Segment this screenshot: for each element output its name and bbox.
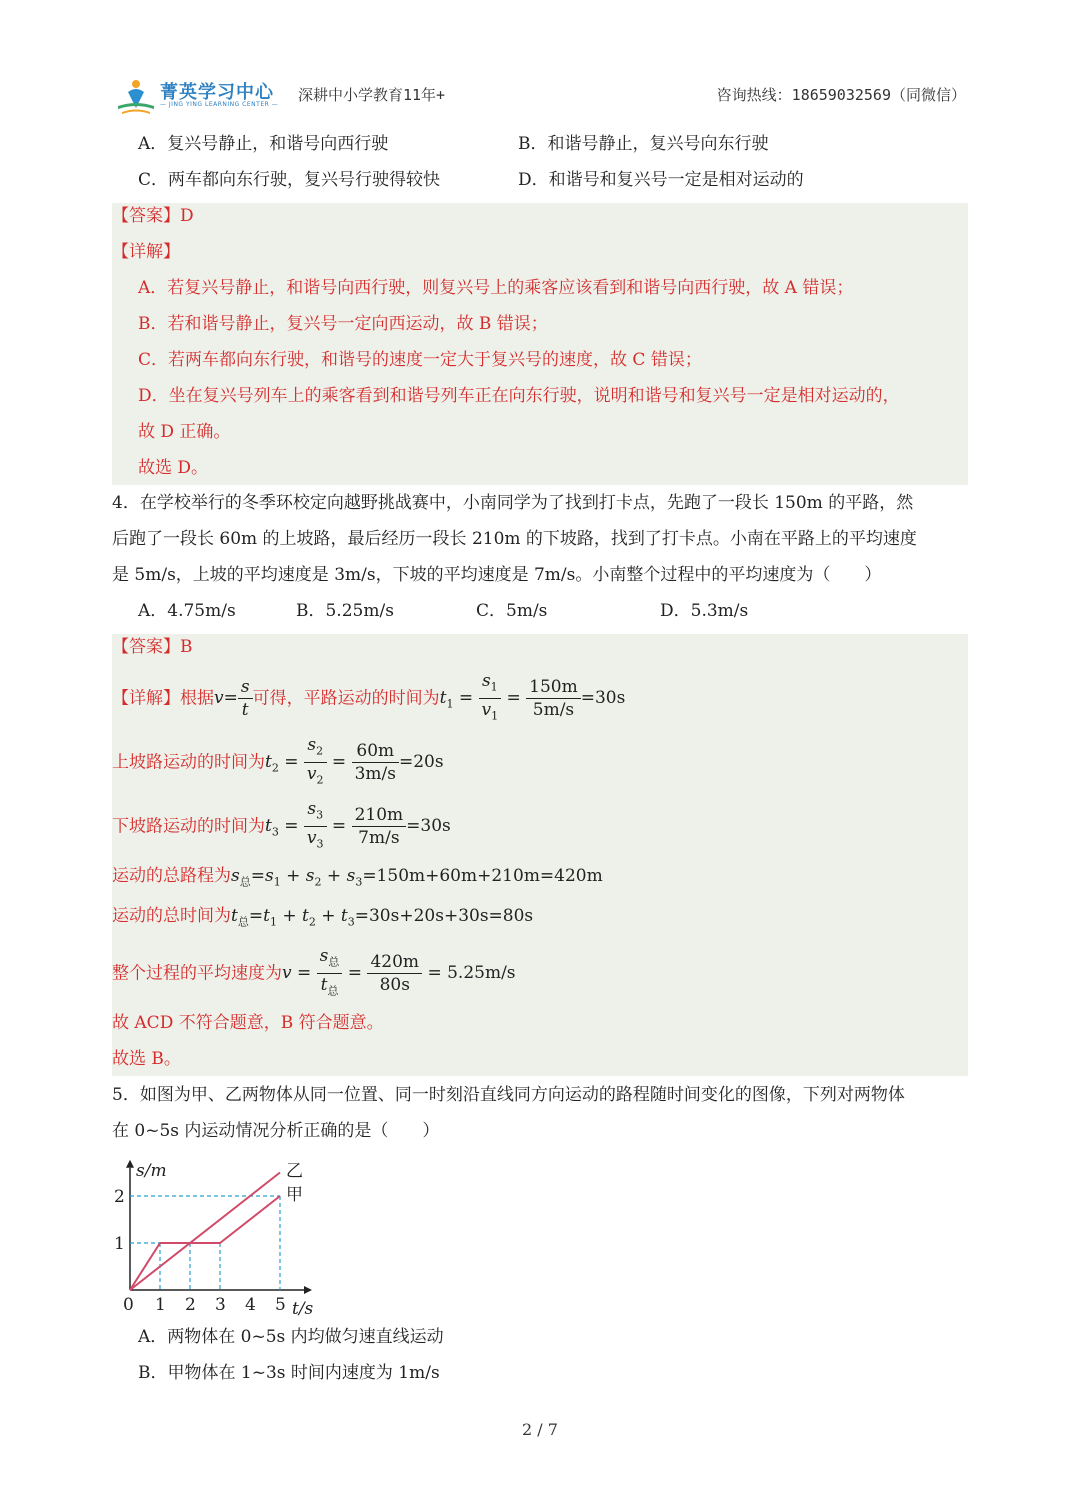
q4-detail-step-3: 下坡路运动的时间为$t_3$ = $\frac{s_3}{v_3}$ = $\frac{210m}{7m/s}$ =30s — [112, 799, 451, 851]
q4-t3-denominator: 7m/s — [358, 828, 400, 849]
q4-detail-text: 可得，平路运动的时间为 — [252, 688, 440, 709]
q3-option-b: B．和谐号静止，复兴号向东行驶 — [518, 134, 769, 154]
logo — [114, 76, 294, 116]
q3-answer: 【答案】D — [112, 206, 194, 226]
page-number: 2 / 7 — [522, 1420, 558, 1439]
header-hotline: 咨询热线：18659032569（同微信） — [716, 86, 966, 104]
q4-option-d: D．5.3m/s — [660, 601, 749, 621]
q3-detail-line: A．若复兴号静止，和谐号向西行驶，则复兴号上的乘客应该看到和谐号向西行驶，故 A 错误； — [138, 278, 854, 298]
x-tick-label: 3 — [215, 1295, 226, 1315]
x-axis-label: t/s — [292, 1299, 314, 1319]
x-tick-label: 1 — [155, 1295, 166, 1315]
q3-detail-label: 【详解】 — [112, 242, 180, 262]
q4-detail-text: 运动的总路程为 — [112, 866, 231, 886]
y-tick-label: 2 — [114, 1187, 125, 1207]
header-slogan: 深耕中小学教育11年+ — [298, 86, 446, 104]
q3-detail-line: 故 D 正确。 — [138, 422, 231, 442]
logo-subtext: — JING YING LEARNING CENTER — — [160, 101, 279, 108]
series-label-乙: 乙 — [286, 1161, 303, 1182]
y-tick-label: 1 — [114, 1234, 125, 1254]
logo-text: 菁英学习中心 — [160, 82, 274, 103]
q4-detail-text: 下坡路运动的时间为 — [112, 816, 265, 837]
q4-v-denominator: 80s — [379, 975, 410, 996]
logo-mark-icon — [114, 78, 158, 116]
q5-option-b: B．甲物体在 1~3s 时间内速度为 1m/s — [138, 1363, 440, 1383]
q4-detail-step-5: 运动的总时间为$t_总=t_1 + t_2 + t_3=30s+20s+30s=80s$ — [112, 906, 534, 929]
q4-t2-result: =20s — [398, 752, 444, 773]
q4-t1-result: =30s — [580, 688, 626, 709]
q4-t2-denominator: 3m/s — [354, 764, 396, 785]
q4-v-result: = 5.25m/s — [427, 963, 516, 984]
q4-detail-text: 根据 — [180, 688, 214, 709]
q3-detail-line: C．若两车都向东行驶，和谐号的速度一定大于复兴号的速度，故 C 错误； — [138, 350, 702, 370]
y-axis-arrow — [126, 1160, 134, 1168]
q4-t3-result: =30s — [406, 816, 451, 837]
x-tick-label: 4 — [245, 1295, 256, 1315]
q4-detail-text: 上坡路运动的时间为 — [112, 752, 265, 773]
q4-detail-step-2: 上坡路运动的时间为$t_2$ = $\frac{s_2}{v_2}$ = $\frac{60m}{3m/s}$ =20s — [112, 735, 444, 787]
q5-stem-line: 在 0~5s 内运动情况分析正确的是（ ） — [112, 1121, 440, 1141]
q4-t3-numerator: 210m — [352, 804, 407, 827]
q4-option-a: A．4.75m/s — [138, 601, 236, 621]
q3-detail-line: D．坐在复兴号列车上的乘客看到和谐号列车正在向东行驶，说明和谐号和复兴号一定是相对运动的， — [138, 386, 900, 406]
q3-option-c: C．两车都向东行驶，复兴号行驶得较快 — [138, 170, 441, 190]
x-tick-label: 0 — [123, 1295, 134, 1315]
q4-stem-line: 后跑了一段长 60m 的上坡路，最后经历一段长 210m 的下坡路，找到了打卡点。小南在平路上的平均速度 — [112, 529, 917, 549]
q4-stem-line: 是 5m/s，上坡的平均速度是 3m/s，下坡的平均速度是 7m/s。小南整个过程中的平均速度为（ ） — [112, 565, 882, 585]
st-graph — [108, 1150, 348, 1322]
series-label-甲: 甲 — [286, 1185, 303, 1205]
x-tick-label: 5 — [275, 1295, 286, 1315]
q4-detail-label: 【详解】 — [112, 688, 180, 709]
q4-conclusion-2: 故选 B。 — [112, 1049, 181, 1069]
q4-t1-denominator: 5m/s — [532, 700, 575, 721]
q4-option-c: C．5m/s — [476, 601, 548, 621]
page-header — [114, 76, 970, 116]
q4-answer: 【答案】B — [112, 637, 193, 657]
q5-option-a: A．两物体在 0~5s 内均做匀速直线运动 — [138, 1327, 444, 1347]
q5-stem-line: 5．如图为甲、乙两物体从同一位置、同一时刻沿直线同方向运动的路程随时间变化的图像，下列对两物体 — [112, 1085, 905, 1105]
q4-total-distance: =150m+60m+210m=420m — [362, 866, 603, 886]
q4-v-numerator: 420m — [367, 951, 422, 974]
q4-detail-text: 整个过程的平均速度为 — [112, 963, 282, 984]
q3-answer-box — [112, 203, 968, 485]
series-line-乙 — [130, 1173, 280, 1291]
q4-detail-step-6: 整个过程的平均速度为v = $\frac{s_总}{t_总}$ = $\frac{420m}{80s}$ = 5.25m/s — [112, 946, 516, 998]
q3-option-d: D．和谐号和复兴号一定是相对运动的 — [518, 170, 804, 190]
q4-conclusion-1: 故 ACD 不符合题意，B 符合题意。 — [112, 1013, 384, 1033]
y-axis-label: s/m — [136, 1160, 167, 1181]
q4-t1-numerator: 150m — [526, 676, 581, 699]
x-axis-arrow — [304, 1286, 312, 1294]
q4-t2-numerator: 60m — [352, 740, 399, 763]
q4-detail-text: 运动的总时间为 — [112, 906, 231, 926]
q3-conclusion: 故选 D。 — [138, 458, 209, 478]
q4-stem-line: 4．在学校举行的冬季环校定向越野挑战赛中，小南同学为了找到打卡点，先跑了一段长 150m 的平路，然 — [112, 493, 914, 513]
q4-detail-step-4: 运动的总路程为$s_总=s_1 + s_2 + s_3=150m+60m+210m=420m$ — [112, 866, 603, 889]
q4-total-time: =30s+20s+30s=80s — [354, 906, 534, 926]
q3-detail-line: B．若和谐号静止，复兴号一定向西运动，故 B 错误； — [138, 314, 548, 334]
q3-option-a: A．复兴号静止，和谐号向西行驶 — [138, 134, 389, 154]
q4-detail-step-1: 【详解】根据v= $\frac{s}{t}$ 可得，平路运动的时间为$t_1$ = $\frac{s_1}{v_1}$ = $\frac{150m}{5m/s}$ =30s — [112, 671, 626, 723]
x-tick-label: 2 — [185, 1295, 196, 1315]
q4-option-b: B．5.25m/s — [296, 601, 394, 621]
